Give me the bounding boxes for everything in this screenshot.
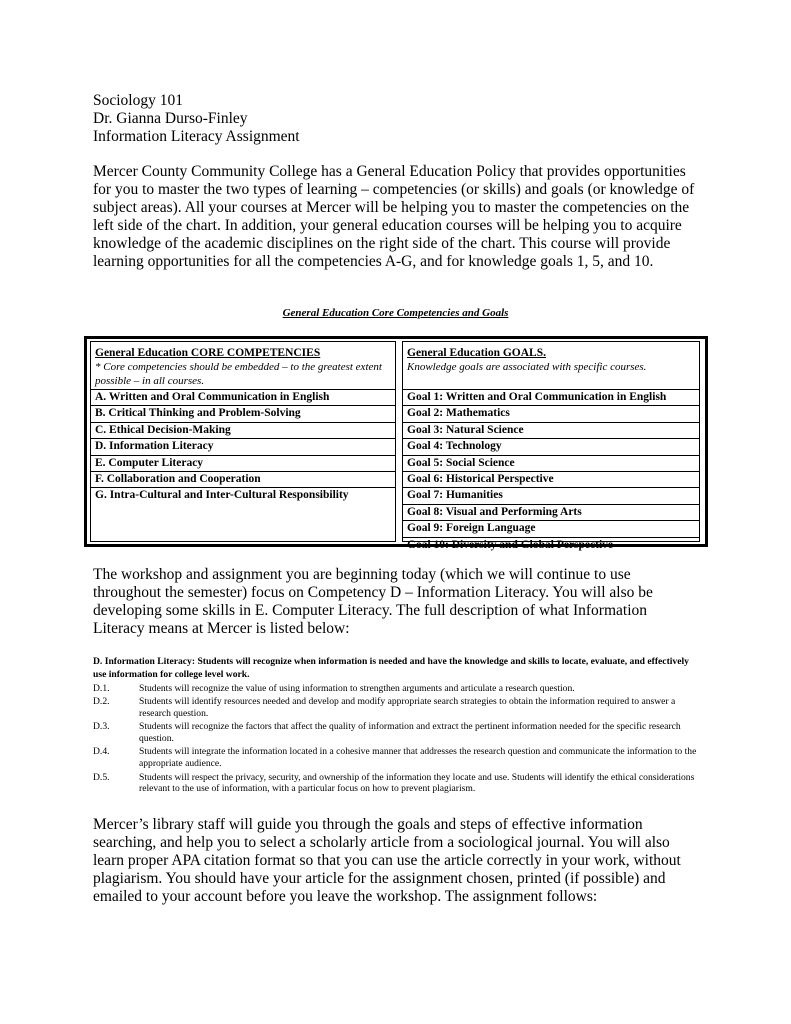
library-line: searching, and help you to select a scholarly article from a sociological journal. You will also [93, 834, 670, 851]
intro-line: left side of the chart. In addition, your general education courses will be helping you to acquire [93, 217, 682, 234]
list-item [93, 683, 703, 695]
workshop-line: throughout the semester) focus on Competency D – Information Literacy. You will also be [93, 584, 653, 601]
list-item-number: D.3. [93, 721, 110, 733]
competency-row: G. Intra-Cultural and Inter-Cultural Responsibility [91, 487, 395, 503]
list-item-number: D.1. [93, 683, 110, 694]
competencies-goals-table [84, 336, 708, 551]
assignment-title: Information Literacy Assignment [93, 128, 300, 145]
workshop-paragraph [93, 566, 703, 638]
list-item-number: D.5. [93, 771, 110, 783]
goal-row: Goal 9: Foreign Language [403, 520, 699, 536]
competency-row: B. Critical Thinking and Problem-Solving [91, 405, 395, 421]
goals-header-cell [403, 342, 699, 389]
competency-row: D. Information Literacy [91, 438, 395, 454]
info-literacy-heading: D. Information Literacy: Students will recognize when information is needed and have the knowledge and skills to locate, evaluate, and effectively use information for college level work. [93, 656, 689, 680]
goals-header: General Education GOALS. [407, 347, 546, 359]
document-header [93, 92, 300, 146]
goal-row: Goal 1: Written and Oral Communication in English [403, 389, 699, 405]
goal-row: Goal 3: Natural Science [403, 422, 699, 438]
course-title: Sociology 101 [93, 92, 183, 109]
intro-line: Mercer County Community College has a General Education Policy that provides opportunities [93, 163, 686, 180]
competency-row: A. Written and Oral Communication in English [91, 389, 395, 405]
list-item-text: Students will recognize the value of using information to strengthen arguments and articulate a research question. [139, 683, 575, 694]
list-item [93, 772, 703, 796]
intro-line: for you to master the two types of learning – competencies (or skills) and goals (or knowledge of [93, 181, 695, 198]
competency-row: C. Ethical Decision-Making [91, 422, 395, 438]
goal-row: Goal 5: Social Science [403, 455, 699, 471]
goal-row: Goal 8: Visual and Performing Arts [403, 504, 699, 520]
list-item-number: D.2. [93, 696, 110, 708]
goals-column [402, 341, 700, 551]
info-literacy-list [93, 683, 703, 797]
competencies-header-cell [91, 342, 395, 389]
library-line: plagiarism. You should have your article for the assignment chosen, printed (if possible) and [93, 870, 666, 887]
competencies-column [90, 341, 396, 542]
competency-row: F. Collaboration and Cooperation [91, 471, 395, 487]
competency-row: E. Computer Literacy [91, 455, 395, 471]
goal-row: Goal 6: Historical Perspective [403, 471, 699, 487]
workshop-line: Literacy means at Mercer is listed below: [93, 620, 350, 637]
goal-row: Goal 7: Humanities [403, 487, 699, 503]
library-paragraph [93, 816, 703, 906]
library-line: Mercer’s library staff will guide you through the goals and steps of effective information [93, 816, 643, 833]
competencies-header: General Education CORE COMPETENCIES [95, 347, 321, 359]
list-item [93, 721, 703, 745]
intro-line: learning opportunities for all the competencies A-G, and for knowledge goals 1, 5, and 10. [93, 253, 654, 270]
list-item [93, 746, 703, 770]
list-item-number: D.4. [93, 746, 110, 758]
intro-line: subject areas). All your courses at Mercer will be helping you to master the competencies on the [93, 199, 690, 216]
workshop-line: developing some skills in E. Computer Literacy. The full description of what Information [93, 602, 648, 619]
workshop-line: The workshop and assignment you are beginning today (which we will continue to use [93, 566, 631, 583]
library-line: learn proper APA citation format so that you can use the article correctly in your work, without [93, 852, 681, 869]
intro-paragraph [93, 163, 703, 271]
list-item-text: Students will identify resources needed and develop and modify appropriate search strategies to obtain the information required to answer a research question. [139, 696, 676, 720]
instructor-name: Dr. Gianna Durso-Finley [93, 110, 248, 127]
goal-row: Goal 2: Mathematics [403, 405, 699, 421]
goal-row: Goal 10: Diversity and Global Perspective [403, 537, 699, 553]
list-item-text: Students will integrate the information located in a cohesive manner that addresses the research question and communicate the information to the appropriate audience. [139, 746, 697, 770]
intro-line: knowledge of the academic disciplines on the right side of the chart. This course will provide [93, 235, 671, 252]
goals-note: Knowledge goals are associated with specific courses. [407, 361, 647, 373]
goal-row: Goal 4: Technology [403, 438, 699, 454]
list-item [93, 696, 703, 720]
list-item-text: Students will recognize the factors that affect the quality of information and extract the pertinent information needed for the specific research question. [139, 721, 681, 745]
list-item-text: Students will respect the privacy, security, and ownership of the information they locate and use. Students will identify the ethical considerations relevant to the use of information, with a particular focus on how to prevent plagiarism. [139, 771, 695, 795]
library-line: emailed to your account before you leave the workshop. The assignment follows: [93, 888, 598, 905]
chart-title: General Education Core Competencies and Goals [282, 307, 509, 319]
competencies-note: * Core competencies should be embedded – to the greatest extent possible – in all courses. [95, 361, 382, 387]
